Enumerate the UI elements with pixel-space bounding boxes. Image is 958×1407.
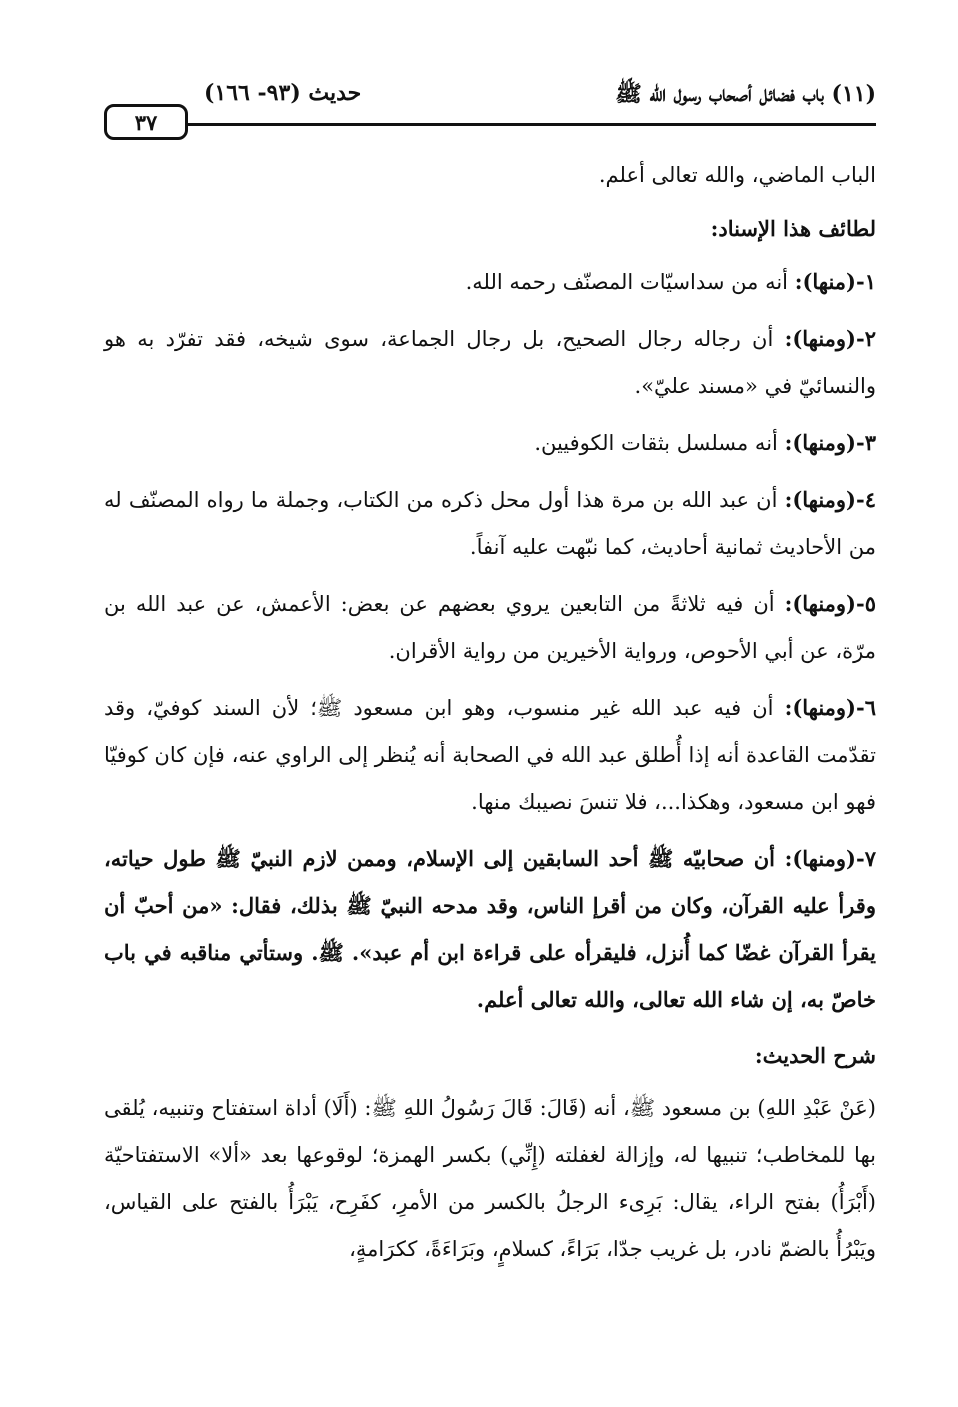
point-lead: ١-(منها): bbox=[794, 269, 876, 294]
paragraph-intro bbox=[104, 152, 876, 199]
point-3 bbox=[104, 419, 876, 467]
point-text: أن فيه ثلاثةً من التابعين يروي بعضهم عن بعض: الأعمش، عن عبد الله بن مرّة، عن أبي الأحوص، ورواية الأخيرين من رواية الأقران. bbox=[104, 592, 876, 663]
point-text: أنه مسلسل بثقات الكوفيين. bbox=[534, 431, 785, 455]
point-text: أن عبد الله بن مرة هذا أول محل ذكره من الكتاب، وجملة ما رواه المصنّف له من الأحاديث ثمانية أحاديث، كما نبّهت عليه آنفاً. bbox=[104, 488, 876, 559]
paragraph-text: الباب الماضي، والله تعالى أعلم. bbox=[598, 163, 876, 187]
point-7 bbox=[104, 835, 876, 1023]
page-header bbox=[104, 78, 876, 138]
point-lead: ٣-(ومنها): bbox=[784, 430, 876, 455]
commentary-paragraph bbox=[104, 1085, 876, 1273]
point-text: أنه من سداسيّات المصنّف رحمه الله. bbox=[465, 270, 795, 294]
section-heading-sharh bbox=[104, 1032, 876, 1079]
point-lead: ٦-(ومنها): bbox=[784, 695, 876, 720]
chapter-title: (١١) باب فضائل أصحاب رسول الله ﷺ bbox=[615, 81, 876, 107]
point-2 bbox=[104, 315, 876, 410]
point-text: أن رجاله رجال الصحيح، بل رجال الجماعة، سوى شيخه، فقد تفرّد به هو والنسائيّ في «مسند عليّ». bbox=[104, 327, 876, 398]
point-text: أن صحابيّه ﷺ أحد السابقين إلى الإسلام، وممن لازم النبيّ ﷺ طول حياته، وقرأ عليه القرآن، وكان من أقرإ الناس، وقد مدحه النبيّ ﷺ بذلك، فقال: «من أحبّ أن يقرأ القرآن غضّا كما أُنزل، فليقرأه على قراءة ابن أم عبد». ﷺ. وستأتي مناقبه في باب خاصّ به، إن شاء الله تعالى، والله تعالى أعلم. bbox=[104, 846, 876, 1012]
paragraph-text: (عَنْ عَبْدِ اللهِ) بن مسعود ﷺ، أنه (قَالَ: قَالَ رَسُولُ اللهِ ﷺ: (أَلَا) أداة استفتاح وتنبيه، يُلقى بها للمخاطب؛ تنبيها له، وإزالة لغفلته (إِنِّي) بكسر الهمزة؛ لوقوعها بعد «ألا» الاستفتاحيّة (أَبْرَأُ) بفتح الراء، يقال: بَرِىء الرجلُ بالكسر من الأمرِ، كفَرِح، يَبْرَأُ بالفتح على القياس، ويَبْرُأُ بالضمّ نادر، بل غريب جدّا، بَرَاءً، كسلامٍ، وبَرَاءَةً، ككرَامةٍ، bbox=[104, 1096, 876, 1261]
page-body bbox=[104, 152, 876, 1282]
point-lead: ٤-(ومنها): bbox=[784, 487, 876, 512]
heading-text: لطائف هذا الإسناد: bbox=[710, 216, 876, 241]
point-6 bbox=[104, 684, 876, 826]
section-heading-isnad bbox=[104, 205, 876, 252]
point-lead: ٧-(ومنها): bbox=[784, 846, 876, 871]
hadith-range: حديث (٩٣- ١٦٦) bbox=[204, 80, 362, 106]
point-lead: ٥-(ومنها): bbox=[784, 591, 876, 616]
header-rule bbox=[184, 123, 876, 126]
point-1 bbox=[104, 258, 876, 306]
page-number: ٣٧ bbox=[104, 104, 188, 140]
point-text: أن فيه عبد الله غير منسوب، وهو ابن مسعود ﷺ؛ لأن السند كوفيّ، وقد تقدّمت القاعدة أنه إذا أُطلق عبد الله في الصحابة أنه يُنظر إلى الراوي عنه، فإن كان كوفيّا فهو ابن مسعود، وهكذا...، فلا تنسَ نصيبك منها. bbox=[104, 696, 876, 814]
point-lead: ٢-(ومنها): bbox=[784, 326, 876, 351]
point-5 bbox=[104, 580, 876, 675]
heading-text: شرح الحديث: bbox=[754, 1043, 876, 1068]
point-4 bbox=[104, 476, 876, 571]
